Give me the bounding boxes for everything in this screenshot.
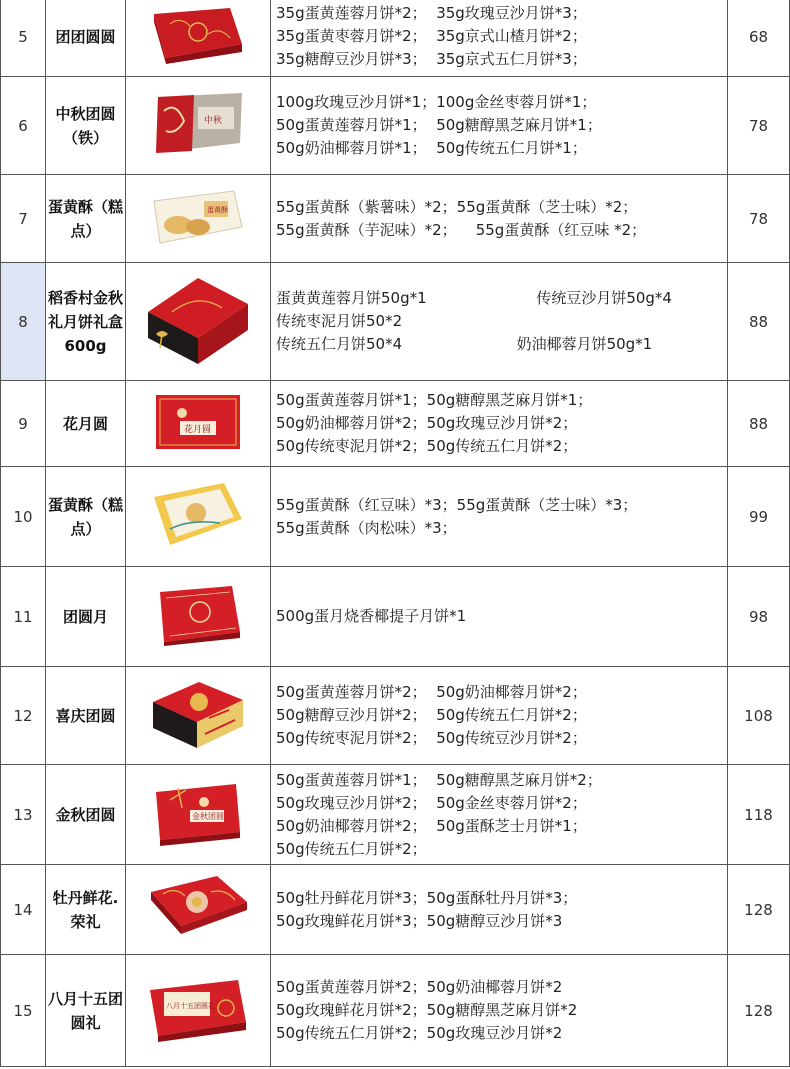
product-image — [126, 865, 271, 955]
contents-line: 50g奶油椰蓉月饼*2； 50g蛋酥芝士月饼*1； — [276, 816, 587, 835]
row-number: 14 — [1, 865, 46, 955]
contents-line: 50g玫瑰鲜花月饼*2；50g糖醇黑芝麻月饼*2 — [276, 1001, 578, 1019]
row-number: 10 — [1, 467, 46, 567]
box-label: 金秋团圆 — [192, 811, 224, 821]
product-name: 喜庆团圆 — [46, 667, 126, 765]
contents-line: 55g蛋黄酥（肉松味）*3； — [276, 518, 457, 537]
row-number: 5 — [1, 0, 46, 77]
product-image — [126, 77, 271, 175]
svg-text:中秋: 中秋 — [204, 115, 223, 126]
contents-line: 500g蛋月烧香椰提子月饼*1 — [276, 607, 467, 625]
contents-line: 100g玫瑰豆沙月饼*1；100g金丝枣蓉月饼*1； — [276, 93, 597, 111]
row-number: 9 — [1, 381, 46, 467]
contents-line: 50g奶油椰蓉月饼*1； 50g传统五仁月饼*1； — [276, 139, 587, 157]
row-number: 11 — [1, 567, 46, 667]
contents-line: 50g传统枣泥月饼*2； 50g传统豆沙月饼*2； — [276, 729, 587, 747]
product-name: 蛋黄酥（糕点） — [46, 175, 126, 263]
table-row — [1, 567, 790, 667]
price: 99 — [728, 467, 790, 567]
table-row — [1, 381, 790, 467]
product-name: 团圆月 — [46, 567, 126, 667]
contents-line: 50g蛋黄莲蓉月饼*1；50g糖醇黑芝麻月饼*1； — [276, 391, 593, 409]
contents-cell — [271, 955, 728, 1067]
table-row — [1, 175, 790, 263]
table-row — [1, 865, 790, 955]
table-row — [1, 955, 790, 1067]
product-image — [126, 567, 271, 667]
product-image — [126, 955, 271, 1067]
contents-cell — [271, 263, 728, 381]
price: 78 — [728, 77, 790, 175]
contents-line: 35g糖醇豆沙月饼*3； 35g京式五仁月饼*3； — [276, 50, 587, 68]
table-row — [1, 467, 790, 567]
table-row — [1, 0, 790, 77]
contents-line: 50g玫瑰豆沙月饼*2； 50g金丝枣蓉月饼*2； — [276, 793, 587, 812]
product-name: 牡丹鲜花.荣礼 — [46, 865, 126, 955]
row-number: 6 — [1, 77, 46, 175]
contents-line: 50g蛋黄莲蓉月饼*1； 50g糖醇黑芝麻月饼*2； — [276, 770, 602, 789]
box-label: 花月圆 — [184, 424, 212, 435]
product-image — [126, 667, 271, 765]
price: 88 — [728, 263, 790, 381]
row-number: 13 — [1, 765, 46, 865]
contents-cell — [271, 567, 728, 667]
product-name: 稻香村金秋礼月饼礼盒600g — [46, 263, 126, 381]
contents-line: 55g蛋黄酥（红豆味）*3；55g蛋黄酥（芝士味）*3； — [276, 495, 638, 514]
product-image — [126, 381, 271, 467]
contents-line: 传统枣泥月饼50*2 — [276, 312, 403, 330]
price: 88 — [728, 381, 790, 467]
product-name: 金秋团圆 — [46, 765, 126, 865]
price: 128 — [728, 865, 790, 955]
product-image — [126, 467, 271, 567]
contents-cell — [271, 865, 728, 955]
row-number[interactable]: 8 — [1, 263, 46, 381]
table-row — [1, 667, 790, 765]
contents-line: 35g蛋黄莲蓉月饼*2； 35g玫瑰豆沙月饼*3； — [276, 4, 587, 22]
contents-line: 传统五仁月饼50*4 奶油椰蓉月饼50g*1 — [276, 335, 653, 353]
contents-line: 50g糖醇豆沙月饼*2； 50g传统五仁月饼*2； — [276, 706, 587, 724]
contents-cell — [271, 765, 728, 865]
contents-line: 55g蛋黄酥（紫薯味）*2；55g蛋黄酥（芝士味）*2； — [276, 197, 638, 216]
contents-cell — [271, 0, 728, 77]
price: 108 — [728, 667, 790, 765]
price: 68 — [728, 0, 790, 77]
row-number: 12 — [1, 667, 46, 765]
product-image — [126, 175, 271, 263]
product-image — [126, 0, 271, 77]
contents-cell — [271, 467, 728, 567]
table-row — [1, 263, 790, 381]
contents-line: 50g传统枣泥月饼*2；50g传统五仁月饼*2； — [276, 437, 578, 455]
contents-line: 55g蛋黄酥（芋泥味）*2； 55g蛋黄酥（红豆味 *2； — [276, 220, 647, 239]
product-name: 蛋黄酥（糕点） — [46, 467, 126, 567]
price: 98 — [728, 567, 790, 667]
contents-line: 蛋黄黄莲蓉月饼50g*1 传统豆沙月饼50g*4 — [276, 289, 672, 307]
contents-cell — [271, 175, 728, 263]
contents-line: 50g蛋黄莲蓉月饼*2；50g奶油椰蓉月饼*2 — [276, 978, 563, 996]
table-row — [1, 77, 790, 175]
contents-line: 50g蛋黄莲蓉月饼*2； 50g奶油椰蓉月饼*2； — [276, 683, 587, 701]
contents-line: 50g玫瑰鲜花月饼*3；50g糖醇豆沙月饼*3 — [276, 911, 563, 930]
product-name: 八月十五团圆礼 — [46, 955, 126, 1067]
contents-line: 35g蛋黄枣蓉月饼*2； 35g京式山楂月饼*2； — [276, 27, 587, 45]
contents-cell — [271, 667, 728, 765]
contents-line: 50g传统五仁月饼*2； — [276, 839, 427, 858]
contents-line: 50g奶油椰蓉月饼*2；50g玫瑰豆沙月饼*2； — [276, 414, 578, 432]
contents-line: 50g蛋黄莲蓉月饼*1； 50g糖醇黑芝麻月饼*1； — [276, 116, 602, 134]
box-label: 八月十五团圆礼 — [166, 1001, 215, 1010]
table-row — [1, 765, 790, 865]
row-number: 15 — [1, 955, 46, 1067]
price: 78 — [728, 175, 790, 263]
price: 128 — [728, 955, 790, 1067]
contents-line: 50g传统五仁月饼*2；50g玫瑰豆沙月饼*2 — [276, 1024, 563, 1042]
price: 118 — [728, 765, 790, 865]
product-image — [126, 263, 271, 381]
product-name: 团团圆圆 — [46, 0, 126, 77]
contents-line: 50g牡丹鲜花月饼*3；50g蛋酥牡丹月饼*3； — [276, 888, 578, 907]
product-image — [126, 765, 271, 865]
row-number: 7 — [1, 175, 46, 263]
product-name: 花月圆 — [46, 381, 126, 467]
product-name: 中秋团圆（铁） — [46, 77, 126, 175]
contents-cell — [271, 381, 728, 467]
contents-cell — [271, 77, 728, 175]
svg-text:蛋黄酥: 蛋黄酥 — [207, 205, 228, 214]
